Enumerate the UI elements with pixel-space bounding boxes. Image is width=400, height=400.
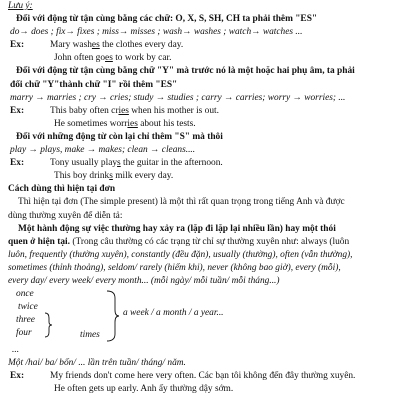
rule-es-example-1: Ex: Mary washes the clothes every day.	[8, 39, 396, 52]
freq-once: once	[16, 289, 34, 300]
rule-es-heading: Đối với động từ tận cùng bằng các chữ: O, X, S, SH, CH ta phải thêm "ES"	[16, 14, 318, 25]
rule-es-example-2: John often goes to work by car.	[54, 53, 172, 64]
frequency-diagram	[10, 288, 396, 344]
rule-s-heading: Đối với những động từ còn lại chỉ thêm "S" mà thôi	[16, 131, 223, 142]
example-label: Ex:	[10, 40, 25, 51]
example-label: Ex:	[10, 105, 25, 116]
freq-period: a week / a month / a year...	[123, 308, 224, 319]
freq-twice: twice	[18, 302, 38, 313]
usage-adverbs-1: luôn, frequently (thường xuyên), constantly (đều đặn), usually (thường), often (vẫn thường),	[8, 249, 353, 260]
note-heading: Lưu ý:	[8, 1, 33, 11]
rule-es-examples: do→ does ; fix→ fixes ; miss→ misses ; wash→ washes ; watch→ watches ...	[10, 27, 303, 38]
usage-intro-1: Thì hiện tại đơn (The simple present) là một thì rất quan trọng trong tiếng Anh và được	[18, 197, 345, 208]
large-brace-icon	[106, 290, 120, 342]
rule-ies-example-2: He sometimes worries about his tests.	[54, 118, 196, 129]
usage-adverbs-3: every day/ every week/ every month... (mỗi ngày/ mỗi tuần/ mỗi tháng...)	[8, 275, 280, 286]
freq-times: times	[80, 330, 100, 341]
rule-ies-example-1: Ex: This baby often cries when his mother is out.	[8, 105, 396, 118]
rule-s-example-2: This boy drinks milk every day.	[54, 171, 174, 182]
freq-note: Một /hai/ ba/ bốn/ ... lần trên tuần/ tháng/ năm.	[8, 358, 186, 369]
freq-four: four	[16, 328, 32, 339]
usage-adverbs-2: sometimes (thỉnh thoảng), seldom/ rarely (hiếm khi), never (không bao giờ), every (mỗi),	[8, 262, 341, 273]
rule-ies-heading-1: Đối với động từ tận cùng bằng chữ "Y" mà trước nó là một hoặc hai phụ âm, ta phải	[16, 66, 355, 77]
usage-heading: Cách dùng thì hiện tại đơn	[8, 184, 116, 195]
example-label: Ex:	[10, 371, 25, 382]
example-label: Ex:	[10, 158, 25, 169]
freq-three: three	[16, 315, 35, 326]
final-example-2: He often gets up early. Anh ấy thường dậy sớm.	[54, 384, 234, 395]
rule-s-examples: play → plays, make → makes; clean → cleans....	[10, 145, 196, 156]
final-example-1: Ex: My friends don't come here very often. Các bạn tôi không đến đây thường xuyên.	[8, 370, 396, 383]
rule-s-example-1: Ex: Tony usually plays the guitar in the afternoon.	[8, 157, 396, 170]
rule-ies-examples: marry → marries ; cry → cries; study → studies ; carry → carries; worry → worries; ...	[10, 92, 346, 103]
usage-point-2: quen ở hiện tại. (Trong câu thường có các trạng từ chỉ sự thường xuyên như: always (luôn	[8, 236, 350, 247]
freq-ellipsis: ...	[12, 345, 20, 356]
rule-ies-heading-2: đổi chữ "Y"thành chữ "I" rồi thêm "ES"	[10, 79, 178, 90]
usage-point-1: Một hành động sự việc thường hay xảy ra (lặp đi lặp lại nhiều lần) hay một thói	[18, 223, 336, 234]
small-brace-icon	[43, 312, 53, 338]
usage-intro-2: dùng thường xuyên để diễn tả:	[8, 210, 123, 221]
